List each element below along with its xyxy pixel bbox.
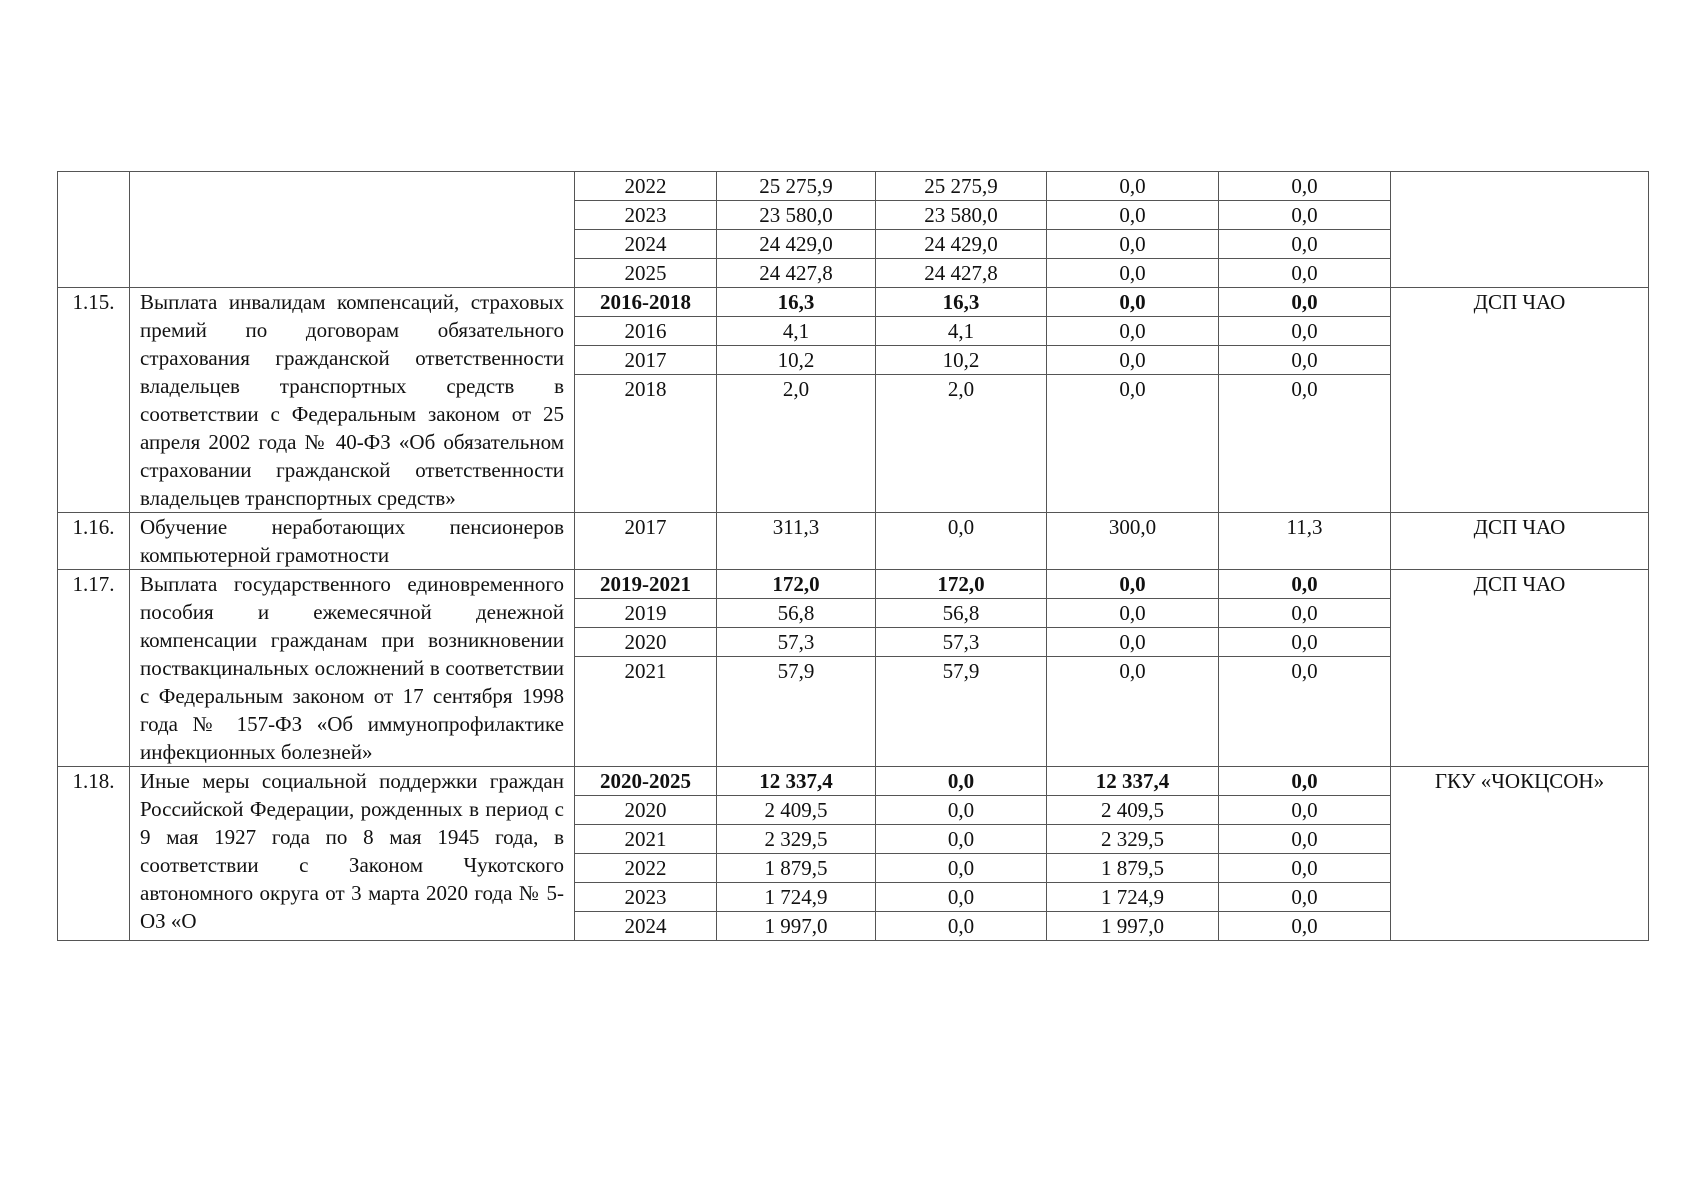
budget-2-cell: 2 329,5: [1047, 825, 1219, 854]
budget-3-cell: 0,0: [1219, 172, 1391, 201]
budget-1-cell: 0,0: [876, 767, 1047, 796]
budget-1-cell: 24 429,0: [876, 230, 1047, 259]
budget-1-cell: 0,0: [876, 825, 1047, 854]
total-cell: 23 580,0: [717, 201, 876, 230]
budget-3-cell: 0,0: [1219, 796, 1391, 825]
total-cell: 2 329,5: [717, 825, 876, 854]
year-cell: 2022: [575, 854, 717, 883]
budget-3-cell: 0,0: [1219, 854, 1391, 883]
total-cell: 2,0: [717, 375, 876, 513]
budget-3-cell: 0,0: [1219, 657, 1391, 767]
total-cell: 56,8: [717, 599, 876, 628]
budget-2-cell: 0,0: [1047, 317, 1219, 346]
budget-1-cell: 10,2: [876, 346, 1047, 375]
total-cell: 10,2: [717, 346, 876, 375]
budget-3-cell: 0,0: [1219, 201, 1391, 230]
year-cell: 2020-2025: [575, 767, 717, 796]
budget-1-cell: 57,3: [876, 628, 1047, 657]
budget-2-cell: 0,0: [1047, 346, 1219, 375]
year-cell: 2021: [575, 825, 717, 854]
year-cell: 2021: [575, 657, 717, 767]
budget-2-cell: 1 724,9: [1047, 883, 1219, 912]
table-row-summary: [58, 570, 1649, 599]
measure-description: Выплата инвалидам компенсаций, страховых премий по договорам обязательного страхования гражданской ответственности владельцев транспортных средств в соответствии с Федеральным законом от 25 апреля 2002 года № 40-ФЗ «Об обязательном страховании гражданской ответственности владельцев транспортных средств»: [130, 288, 575, 513]
budget-3-cell: 0,0: [1219, 767, 1391, 796]
budget-1-cell: 25 275,9: [876, 172, 1047, 201]
budget-1-cell: 4,1: [876, 317, 1047, 346]
year-cell: 2024: [575, 230, 717, 259]
budget-2-cell: 0,0: [1047, 259, 1219, 288]
budget-1-cell: 0,0: [876, 854, 1047, 883]
budget-2-cell: 0,0: [1047, 570, 1219, 599]
budget-1-cell: 0,0: [876, 883, 1047, 912]
total-cell: 12 337,4: [717, 767, 876, 796]
row-number-cell: [58, 172, 130, 288]
budget-1-cell: 0,0: [876, 513, 1047, 570]
budget-3-cell: 0,0: [1219, 317, 1391, 346]
budget-1-cell: 23 580,0: [876, 201, 1047, 230]
measure-description: Выплата государственного единовременного пособия и ежемесячной денежной компенсации гражданам при возникновении поствакцинальных осложнений в соответствии с Федеральным законом от 17 сентября 1998 года № 157-ФЗ «Об иммунопрофилактике инфекционных болезней»: [130, 570, 575, 767]
year-cell: 2016: [575, 317, 717, 346]
total-cell: 1 997,0: [717, 912, 876, 941]
year-cell: 2017: [575, 513, 717, 570]
year-cell: 2018: [575, 375, 717, 513]
year-cell: 2023: [575, 201, 717, 230]
budget-3-cell: 0,0: [1219, 825, 1391, 854]
table-row: [58, 172, 1649, 201]
budget-2-cell: 300,0: [1047, 513, 1219, 570]
total-cell: 57,9: [717, 657, 876, 767]
total-cell: 24 427,8: [717, 259, 876, 288]
year-cell: 2019: [575, 599, 717, 628]
budget-3-cell: 0,0: [1219, 883, 1391, 912]
budget-3-cell: 11,3: [1219, 513, 1391, 570]
row-number: 1.18.: [58, 767, 130, 941]
year-cell: 2020: [575, 628, 717, 657]
total-cell: 2 409,5: [717, 796, 876, 825]
measure-description: Иные меры социальной поддержки граждан Российской Федерации, рожденных в период с 9 мая 1927 года по 8 мая 1945 года, в соответствии с Законом Чукотского автономного округа от 3 марта 2020 года № 5-ОЗ «О: [130, 767, 575, 941]
total-cell: 1 879,5: [717, 854, 876, 883]
budget-1-cell: 172,0: [876, 570, 1047, 599]
total-cell: 57,3: [717, 628, 876, 657]
year-cell: 2016-2018: [575, 288, 717, 317]
budget-1-cell: 16,3: [876, 288, 1047, 317]
responsible-executor: ГКУ «ЧОКЦСОН»: [1391, 767, 1649, 941]
table-row-summary: [58, 288, 1649, 317]
year-cell: 2020: [575, 796, 717, 825]
budget-2-cell: 0,0: [1047, 230, 1219, 259]
budget-3-cell: 0,0: [1219, 259, 1391, 288]
total-cell: 172,0: [717, 570, 876, 599]
measure-description: [130, 172, 575, 288]
measure-description: Обучение неработающих пенсионеров компьютерной грамотности: [130, 513, 575, 570]
year-cell: 2022: [575, 172, 717, 201]
year-cell: 2017: [575, 346, 717, 375]
budget-3-cell: 0,0: [1219, 375, 1391, 513]
budget-3-cell: 0,0: [1219, 346, 1391, 375]
table-row-summary: [58, 767, 1649, 796]
total-cell: 311,3: [717, 513, 876, 570]
total-cell: 16,3: [717, 288, 876, 317]
row-number: 1.16.: [58, 513, 130, 570]
responsible-executor: ДСП ЧАО: [1391, 513, 1649, 570]
budget-3-cell: 0,0: [1219, 599, 1391, 628]
budget-2-cell: 0,0: [1047, 628, 1219, 657]
budget-3-cell: 0,0: [1219, 230, 1391, 259]
budget-2-cell: 0,0: [1047, 375, 1219, 513]
budget-2-cell: 0,0: [1047, 599, 1219, 628]
budget-2-cell: 1 997,0: [1047, 912, 1219, 941]
year-cell: 2023: [575, 883, 717, 912]
budget-3-cell: 0,0: [1219, 628, 1391, 657]
budget-3-cell: 0,0: [1219, 912, 1391, 941]
budget-2-cell: 0,0: [1047, 201, 1219, 230]
year-cell: 2024: [575, 912, 717, 941]
responsible-executor: ДСП ЧАО: [1391, 288, 1649, 513]
budget-1-cell: 57,9: [876, 657, 1047, 767]
budget-1-cell: 24 427,8: [876, 259, 1047, 288]
budget-1-cell: 0,0: [876, 912, 1047, 941]
year-cell: 2019-2021: [575, 570, 717, 599]
table-row: [58, 513, 1649, 570]
total-cell: 4,1: [717, 317, 876, 346]
program-table: [57, 171, 1649, 941]
budget-2-cell: 0,0: [1047, 172, 1219, 201]
total-cell: 1 724,9: [717, 883, 876, 912]
budget-1-cell: 2,0: [876, 375, 1047, 513]
row-number: 1.15.: [58, 288, 130, 513]
year-cell: 2025: [575, 259, 717, 288]
budget-3-cell: 0,0: [1219, 288, 1391, 317]
responsible-cell: [1391, 172, 1649, 288]
total-cell: 24 429,0: [717, 230, 876, 259]
budget-3-cell: 0,0: [1219, 570, 1391, 599]
total-cell: 25 275,9: [717, 172, 876, 201]
responsible-executor: ДСП ЧАО: [1391, 570, 1649, 767]
budget-1-cell: 56,8: [876, 599, 1047, 628]
budget-2-cell: 0,0: [1047, 288, 1219, 317]
budget-2-cell: 2 409,5: [1047, 796, 1219, 825]
budget-2-cell: 0,0: [1047, 657, 1219, 767]
budget-2-cell: 12 337,4: [1047, 767, 1219, 796]
budget-2-cell: 1 879,5: [1047, 854, 1219, 883]
budget-1-cell: 0,0: [876, 796, 1047, 825]
row-number: 1.17.: [58, 570, 130, 767]
